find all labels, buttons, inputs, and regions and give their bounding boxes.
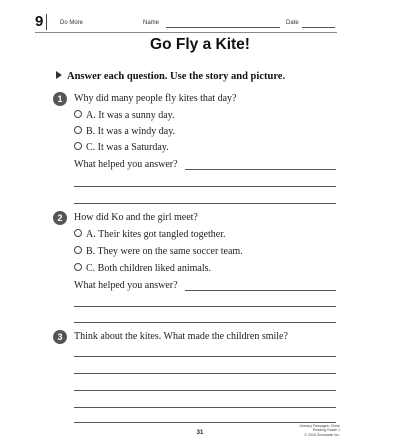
name-field[interactable] <box>166 27 280 28</box>
instructions <box>56 71 285 82</box>
radio-circle-icon[interactable] <box>74 142 82 150</box>
question-1-answer-line[interactable] <box>74 186 336 187</box>
date-label: Date <box>286 20 299 26</box>
question-2-option-c[interactable]: C. Both children liked animals. <box>74 263 211 274</box>
question-2-text: How did Ko and the girl meet? <box>74 212 198 223</box>
question-2-answer-line[interactable] <box>74 322 336 323</box>
radio-circle-icon[interactable] <box>74 110 82 118</box>
question-3-text: Think about the kites. What made the children smile? <box>74 331 288 342</box>
question-1-text: Why did many people fly kites that day? <box>74 93 237 104</box>
radio-circle-icon[interactable] <box>74 126 82 134</box>
header-rule <box>35 32 337 33</box>
question-2-option-b[interactable]: B. They were on the same soccer team. <box>74 246 243 257</box>
question-2-answer-line[interactable] <box>74 306 336 307</box>
question-2-answer-line[interactable] <box>185 290 336 291</box>
question-3-answer-line[interactable] <box>74 356 336 357</box>
question-1-option-a[interactable]: A. It was a sunny day. <box>74 110 175 121</box>
name-label: Name <box>143 20 160 26</box>
question-2-followup: What helped you answer? <box>74 280 178 291</box>
credit-line: Literacy Passages: Close Reading Grade 1 © 2016 Scholastic Inc. <box>299 424 340 437</box>
radio-circle-icon[interactable] <box>74 263 82 271</box>
lesson-number: 9 <box>35 13 44 30</box>
question-1-followup: What helped you answer? <box>74 159 178 170</box>
question-1-answer-line[interactable] <box>185 169 336 170</box>
question-3-answer-line[interactable] <box>74 407 336 408</box>
page-title: Go Fly a Kite! <box>150 36 250 53</box>
question-3-number: 3 <box>53 330 67 344</box>
question-3-answer-line[interactable] <box>74 422 336 423</box>
date-field[interactable] <box>302 27 335 28</box>
question-1-number: 1 <box>53 92 67 106</box>
page-number: 31 <box>196 430 204 436</box>
radio-circle-icon[interactable] <box>74 246 82 254</box>
arrow-icon <box>56 71 62 79</box>
question-3-answer-line[interactable] <box>74 390 336 391</box>
instructions-text: Answer each question. Use the story and picture. <box>67 71 286 82</box>
question-1-option-b[interactable]: B. It was a windy day. <box>74 126 175 137</box>
header-divider <box>46 14 47 30</box>
page-header <box>0 14 400 32</box>
question-1-option-c[interactable]: C. It was a Saturday. <box>74 142 169 153</box>
question-3-answer-line[interactable] <box>74 373 336 374</box>
question-2-option-a[interactable]: A. Their kites got tangled together. <box>74 229 226 240</box>
question-2-number: 2 <box>53 211 67 225</box>
question-1-answer-line[interactable] <box>74 203 336 204</box>
radio-circle-icon[interactable] <box>74 229 82 237</box>
section-label: Do More <box>60 20 84 26</box>
